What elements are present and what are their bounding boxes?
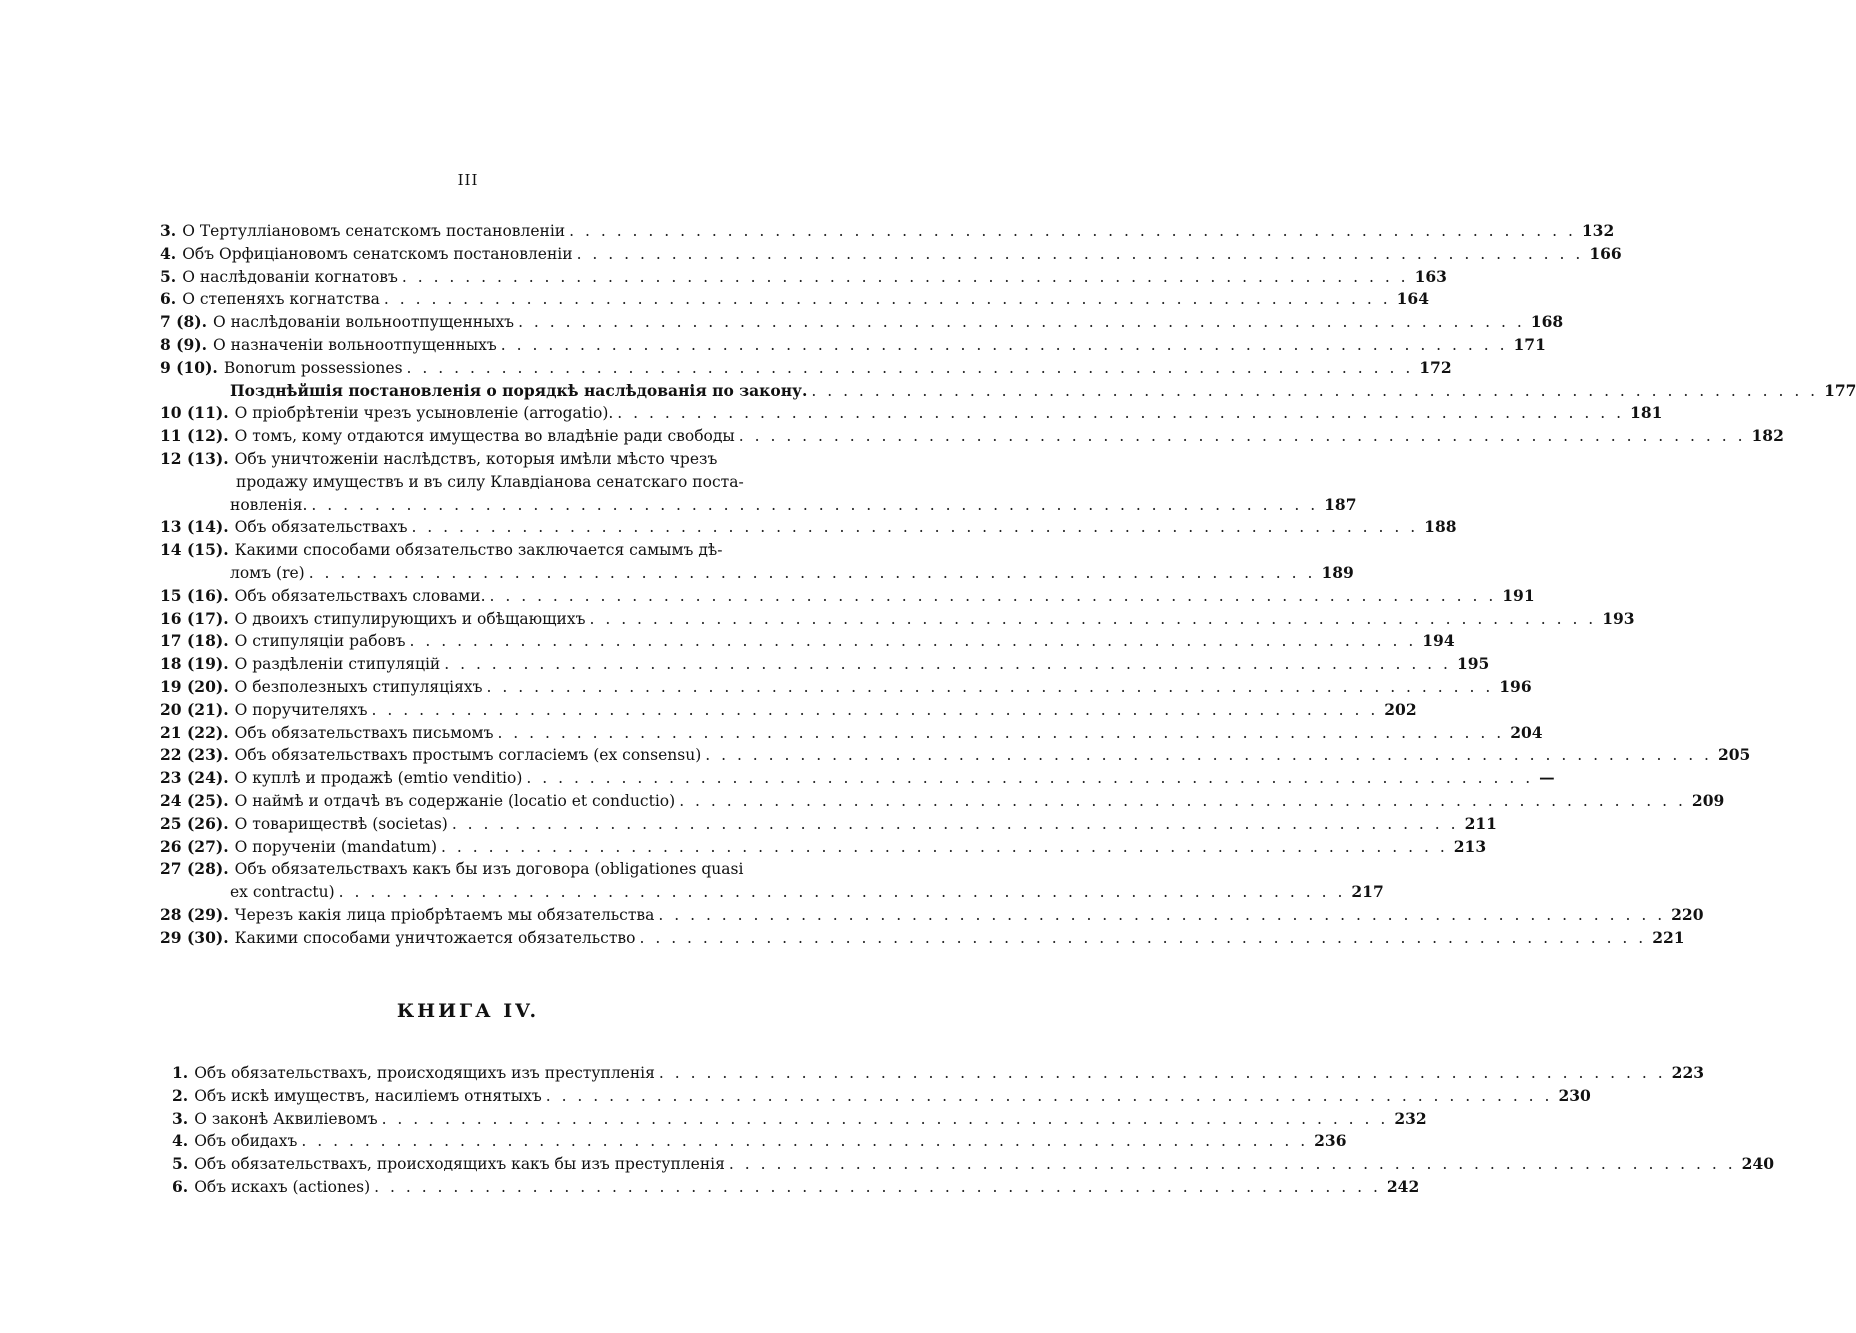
entry-title: Объ обязательствахъ простымъ согласіемъ (ex consensu) (234, 746, 702, 765)
entry-page: 168 (1530, 312, 1564, 332)
entry-page: 163 (1414, 266, 1447, 286)
entry-title: Объ обязательствахъ какъ бы изъ договора (obligationes quasi (234, 860, 744, 879)
entry-number: 3. (160, 221, 177, 240)
toc-entry (160, 402, 1663, 424)
leader-dots (374, 1176, 1381, 1198)
leader-dots (617, 402, 1624, 424)
entry-page: 242 (1386, 1177, 1420, 1196)
entry-title: Объ искахъ (actiones) (194, 1178, 371, 1196)
page-number: III (457, 171, 479, 189)
entry-number: 23 (24). (160, 768, 229, 788)
entry-page: 209 (1691, 791, 1725, 810)
entry-page: 195 (1456, 654, 1490, 674)
entry-number: 27 (28). (160, 859, 229, 879)
entry-number: 6. (160, 289, 177, 309)
entry-page: 164 (1396, 289, 1429, 309)
entry-number: 18 (19). (160, 654, 229, 674)
entry-number: 20 (21). (160, 699, 229, 719)
leader-dots (526, 767, 1533, 789)
entry-page: 223 (1671, 1063, 1705, 1082)
entry-page: 204 (1510, 722, 1543, 742)
leader-dots (639, 927, 1646, 949)
toc-entry (160, 676, 1532, 698)
entry-title: О порученіи (mandatum) (234, 837, 438, 856)
leader-dots (339, 881, 1346, 903)
toc-entry (160, 927, 1685, 949)
toc-entry (172, 1130, 1347, 1152)
entry-number: 24 (25). (160, 791, 229, 810)
leader-dots (411, 516, 1418, 538)
toc-entry (160, 744, 1751, 766)
leader-dots (311, 494, 1318, 516)
toc-entry (160, 243, 1622, 265)
entry-page: 193 (1602, 608, 1635, 628)
leader-dots (384, 288, 1391, 310)
toc-entry (230, 494, 1357, 516)
entry-title: Какими способами обязательство заключается самымъ дѣ- (234, 541, 723, 560)
leader-dots (309, 562, 1316, 584)
entry-number: 9 (10). (160, 357, 218, 377)
entry-title: Bonorum possessiones (223, 358, 403, 377)
toc-entry (160, 288, 1429, 310)
entry-page: 202 (1384, 699, 1417, 719)
entry-title: Черезъ какія лица пріобрѣтаемъ мы обязательства (234, 906, 655, 924)
toc-entry (160, 311, 1564, 333)
toc-entry (160, 813, 1497, 835)
leader-dots (658, 904, 1665, 926)
entry-number: 5. (172, 1154, 189, 1174)
toc-entry (160, 699, 1417, 721)
leader-dots (501, 334, 1508, 356)
entry-page: 221 (1652, 927, 1685, 947)
entry-number: 26 (27). (160, 836, 229, 856)
toc-entry (172, 1176, 1420, 1198)
toc-entry (160, 836, 1487, 858)
entry-page: 240 (1741, 1154, 1775, 1174)
entry-page: 211 (1464, 813, 1497, 833)
entry-title: О степеняхъ когнатства (182, 290, 380, 309)
toc-entry (230, 562, 1354, 584)
entry-number: 1. (172, 1063, 189, 1082)
toc-entry (230, 881, 1384, 903)
entry-title: Объ обязательствахъ (234, 518, 408, 537)
entry-page: 230 (1558, 1085, 1591, 1105)
entry-number: 22 (23). (160, 745, 229, 765)
entry-number: 28 (29). (160, 905, 229, 924)
entry-title: Объ обязательствахъ письмомъ (234, 723, 494, 742)
entry-page: 236 (1314, 1131, 1347, 1151)
entry-title: ломъ (re) (230, 564, 305, 582)
entry-title: новленія. (230, 495, 308, 514)
entry-page: 171 (1513, 335, 1546, 354)
entry-title: О стипуляціи рабовъ (234, 632, 406, 651)
entry-title: Объ обязательствахъ словами. (234, 586, 486, 605)
entry-page: 188 (1424, 517, 1457, 537)
entry-page: 232 (1394, 1108, 1427, 1128)
entry-number: 8 (9). (160, 335, 208, 354)
toc-entry (160, 858, 743, 880)
leader-dots (679, 790, 1686, 812)
leader-dots (487, 676, 1494, 698)
entry-number: 7 (8). (160, 312, 208, 332)
entry-page: 191 (1502, 585, 1535, 605)
entry-page: 189 (1321, 563, 1354, 582)
leader-dots (407, 357, 1414, 379)
entry-page: 205 (1717, 745, 1751, 765)
toc-entry (160, 585, 1535, 607)
leader-dots (518, 311, 1525, 333)
entry-title: О куплѣ и продажѣ (emtio venditio) (234, 769, 523, 788)
entry-page: 172 (1419, 357, 1452, 377)
toc-entry (160, 904, 1704, 926)
leader-dots (490, 585, 1497, 607)
toc-entry (230, 380, 1856, 402)
leader-dots (590, 608, 1597, 630)
leader-dots (705, 744, 1712, 766)
book-heading: КНИГА IV. (396, 1000, 540, 1022)
entry-number: 16 (17). (160, 608, 229, 628)
entry-title: Объ уничтоженіи наслѣдствъ, которыя имѣли мѣсто чрезъ (234, 450, 718, 468)
toc-entry (160, 722, 1543, 744)
toc-entry (160, 334, 1546, 356)
entry-title: Объ Орфиціановомъ сенатскомъ постановленіи (182, 244, 573, 263)
entry-number: 3. (172, 1108, 189, 1128)
entry-number: 15 (16). (160, 585, 229, 605)
entry-title: О законѣ Аквиліевомъ (194, 1109, 378, 1128)
entry-title: Объ обязательствахъ, происходящихъ какъ бы изъ преступленія (194, 1155, 725, 1174)
leader-dots (659, 1062, 1666, 1084)
entry-title: О двоихъ стипулирующихъ и обѣщающихъ (234, 609, 586, 628)
leader-dots (577, 243, 1584, 265)
entry-number: 17 (18). (160, 631, 229, 651)
toc-entry (160, 220, 1615, 242)
entry-page: 182 (1751, 426, 1784, 446)
entry-title: О томъ, кому отдаются имущества во владѣніе ради свободы (234, 427, 735, 446)
toc-entry (172, 1085, 1591, 1107)
entry-number: 25 (26). (160, 813, 229, 833)
leader-dots (410, 630, 1417, 652)
entry-title: Какими способами уничтожается обязательство (234, 928, 636, 947)
toc-entry (230, 471, 744, 493)
toc-entry (160, 767, 1555, 789)
entry-number: 6. (172, 1177, 189, 1196)
entry-title: О наймѣ и отдачѣ въ содержаніе (locatio et conductio) (234, 792, 676, 810)
entry-title: О Тертулліановомъ сенатскомъ постановленіи (182, 222, 566, 240)
leader-dots (546, 1085, 1553, 1107)
leader-dots (372, 699, 1379, 721)
toc-entry (172, 1153, 1775, 1175)
leader-dots (811, 380, 1818, 402)
toc-entry (172, 1108, 1427, 1130)
toc-entry (160, 539, 722, 561)
toc-entry (160, 630, 1455, 652)
entry-title: ex contractu) (230, 883, 335, 902)
entry-number: 5. (160, 266, 177, 286)
entry-title: Позднѣйшія постановленія о порядкѣ наслѣдованія по закону. (230, 380, 808, 400)
entry-title: О пріобрѣтеніи чрезъ усыновленіе (arrogatio). (234, 404, 614, 423)
toc-entry (160, 425, 1784, 447)
entry-number: 21 (22). (160, 722, 229, 742)
entry-title: О поручителяхъ (234, 700, 368, 719)
entry-title: О раздѣленіи стипуляцій (234, 655, 441, 674)
entry-number: 2. (172, 1085, 189, 1105)
leader-dots (739, 425, 1746, 447)
entry-title: Объ обидахъ (194, 1132, 298, 1151)
entry-page: — (1539, 768, 1555, 788)
entry-page: 196 (1499, 677, 1532, 696)
leader-dots (444, 653, 1451, 675)
entry-title: О товариществѣ (societas) (234, 814, 448, 833)
entry-page: 181 (1630, 403, 1663, 423)
entry-title: О назначеніи вольноотпущенныхъ (213, 336, 497, 354)
toc-entry (160, 516, 1457, 538)
entry-page: 213 (1453, 836, 1487, 856)
entry-number: 4. (160, 243, 177, 263)
entry-title: О наслѣдованіи вольноотпущенныхъ (213, 313, 515, 332)
toc-entry (172, 1062, 1705, 1084)
leader-dots (569, 220, 1576, 242)
entry-number: 10 (11). (160, 403, 229, 423)
leader-dots (441, 836, 1448, 858)
toc-entry (160, 357, 1452, 379)
entry-number: 13 (14). (160, 517, 229, 537)
leader-dots (402, 266, 1409, 288)
leader-dots (382, 1108, 1389, 1130)
entry-title: О наслѣдованіи когнатовъ (182, 267, 398, 286)
leader-dots (301, 1130, 1308, 1152)
toc-entry (160, 266, 1447, 288)
entry-number: 19 (20). (160, 677, 229, 696)
toc-entry (160, 653, 1490, 675)
entry-number: 12 (13). (160, 449, 229, 468)
entry-title: О безполезныхъ стипуляціяхъ (234, 678, 483, 696)
entry-number: 11 (12). (160, 426, 229, 446)
entry-number: 29 (30). (160, 927, 229, 947)
entry-page: 194 (1422, 631, 1455, 651)
entry-page: 187 (1324, 494, 1357, 514)
entry-title: Объ искѣ имуществъ, насиліемъ отнятыхъ (194, 1086, 542, 1105)
entry-title: продажу имуществъ и въ силу Клавдіанова сенатскаго поста- (236, 472, 744, 491)
entry-page: 220 (1671, 905, 1704, 924)
entry-number: 4. (172, 1131, 189, 1151)
entry-page: 217 (1351, 882, 1384, 902)
leader-dots (497, 722, 1504, 744)
entry-number: 14 (15). (160, 540, 229, 560)
entry-page: 132 (1581, 221, 1615, 240)
toc-entry (160, 608, 1635, 630)
entry-page: 177 (1824, 380, 1856, 400)
entry-title: Объ обязательствахъ, происходящихъ изъ преступленія (194, 1064, 655, 1082)
leader-dots (729, 1153, 1736, 1175)
entry-page: 166 (1589, 243, 1622, 263)
leader-dots (452, 813, 1459, 835)
toc-entry (160, 790, 1725, 812)
toc-entry (160, 448, 717, 470)
